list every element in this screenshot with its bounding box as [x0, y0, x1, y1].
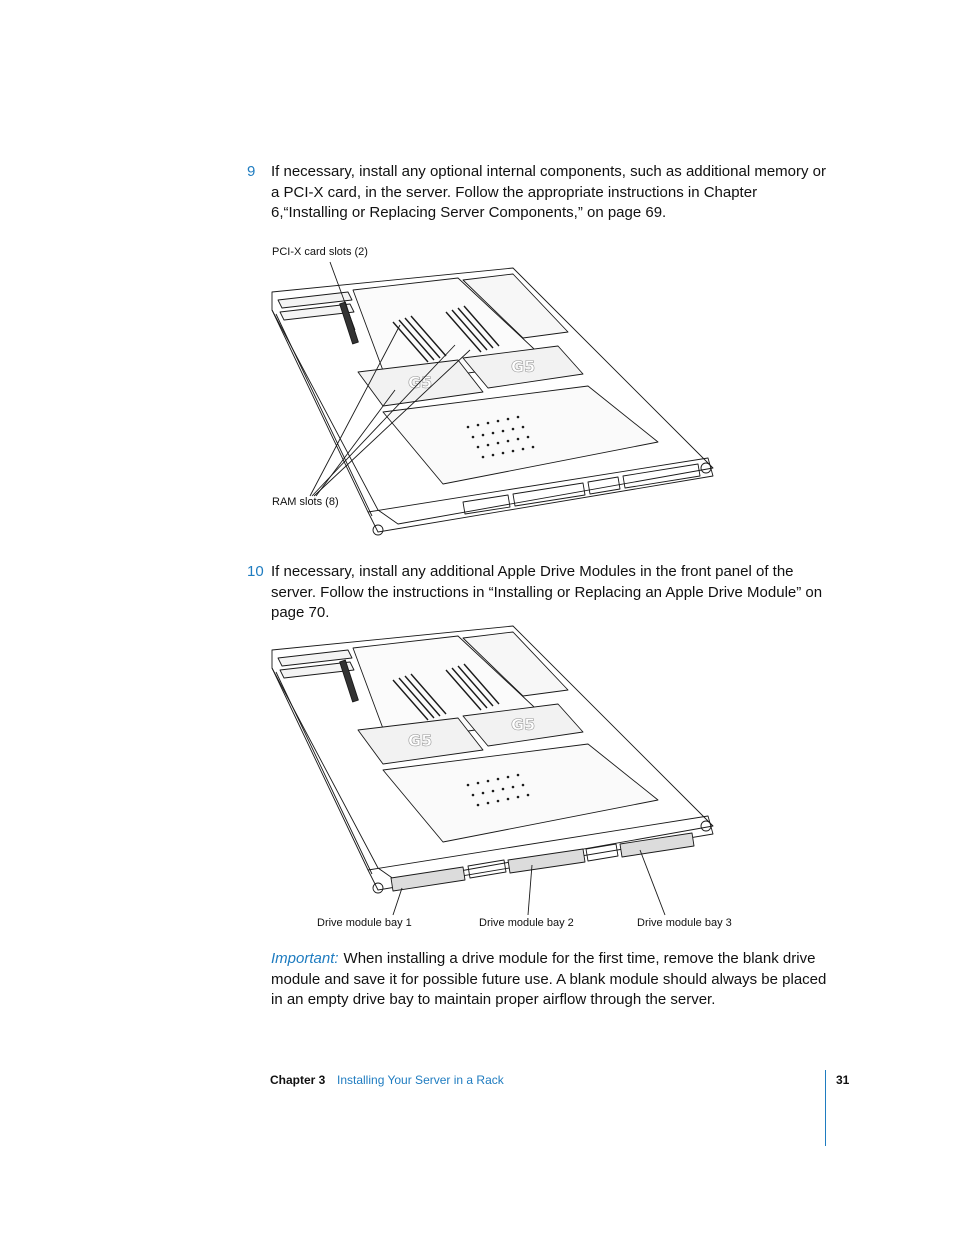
footer-chapter: Chapter 3: [270, 1073, 326, 1087]
callout-drive-bay-3: Drive module bay 3: [637, 917, 732, 929]
footer-divider: [825, 1070, 826, 1146]
drive-bay-1: [391, 867, 465, 891]
drive-bay-3: [620, 833, 694, 857]
step-10: [247, 562, 827, 624]
callout-ram-slots: RAM slots (8): [272, 496, 339, 508]
step-text: If necessary, install any optional internal components, such as additional memory or a PCI-X card, in the server. Follow the appropriate instructions in Chapter 6,“Installing or Replacing Server Components,” on page 69.: [271, 163, 827, 221]
server-illustration-internal: [268, 262, 718, 548]
heatsink-mark-left: G5: [408, 373, 433, 392]
callout-drive-bay-1: Drive module bay 1: [317, 917, 412, 929]
important-label: Important:: [271, 950, 339, 967]
step-text: If necessary, install any additional Apple Drive Modules in the front panel of the server. Follow the instructions in “Installing or Replacing an Apple Drive Module” on page 70.: [271, 563, 823, 621]
callout-pci-slots: PCI-X card slots (2): [272, 246, 368, 258]
important-note: [271, 949, 831, 1011]
footer-chapter-title: Installing Your Server in a Rack: [337, 1073, 504, 1087]
step-number: 10: [247, 563, 264, 580]
step-number: 9: [247, 163, 256, 180]
server-illustration-drive-bays: [268, 620, 718, 908]
important-text: When installing a drive module for the first time, remove the blank drive module and save it for possible future use. A blank module should always be placed in an empty drive bay to maintain proper airflow through the server.: [271, 950, 827, 1008]
chassis-front-panel: [368, 458, 713, 532]
heatsink-mark-right: G5: [511, 715, 536, 734]
heatsink-mark-left: G5: [408, 731, 433, 750]
heatsink-mark-right: G5: [511, 357, 536, 376]
drive-bay-2: [508, 849, 585, 873]
page-number: 31: [836, 1073, 850, 1087]
callout-drive-bay-2: Drive module bay 2: [479, 917, 574, 929]
drive-cage: [383, 386, 658, 484]
step-9: [247, 162, 827, 224]
drive-bay-2: [513, 483, 585, 506]
